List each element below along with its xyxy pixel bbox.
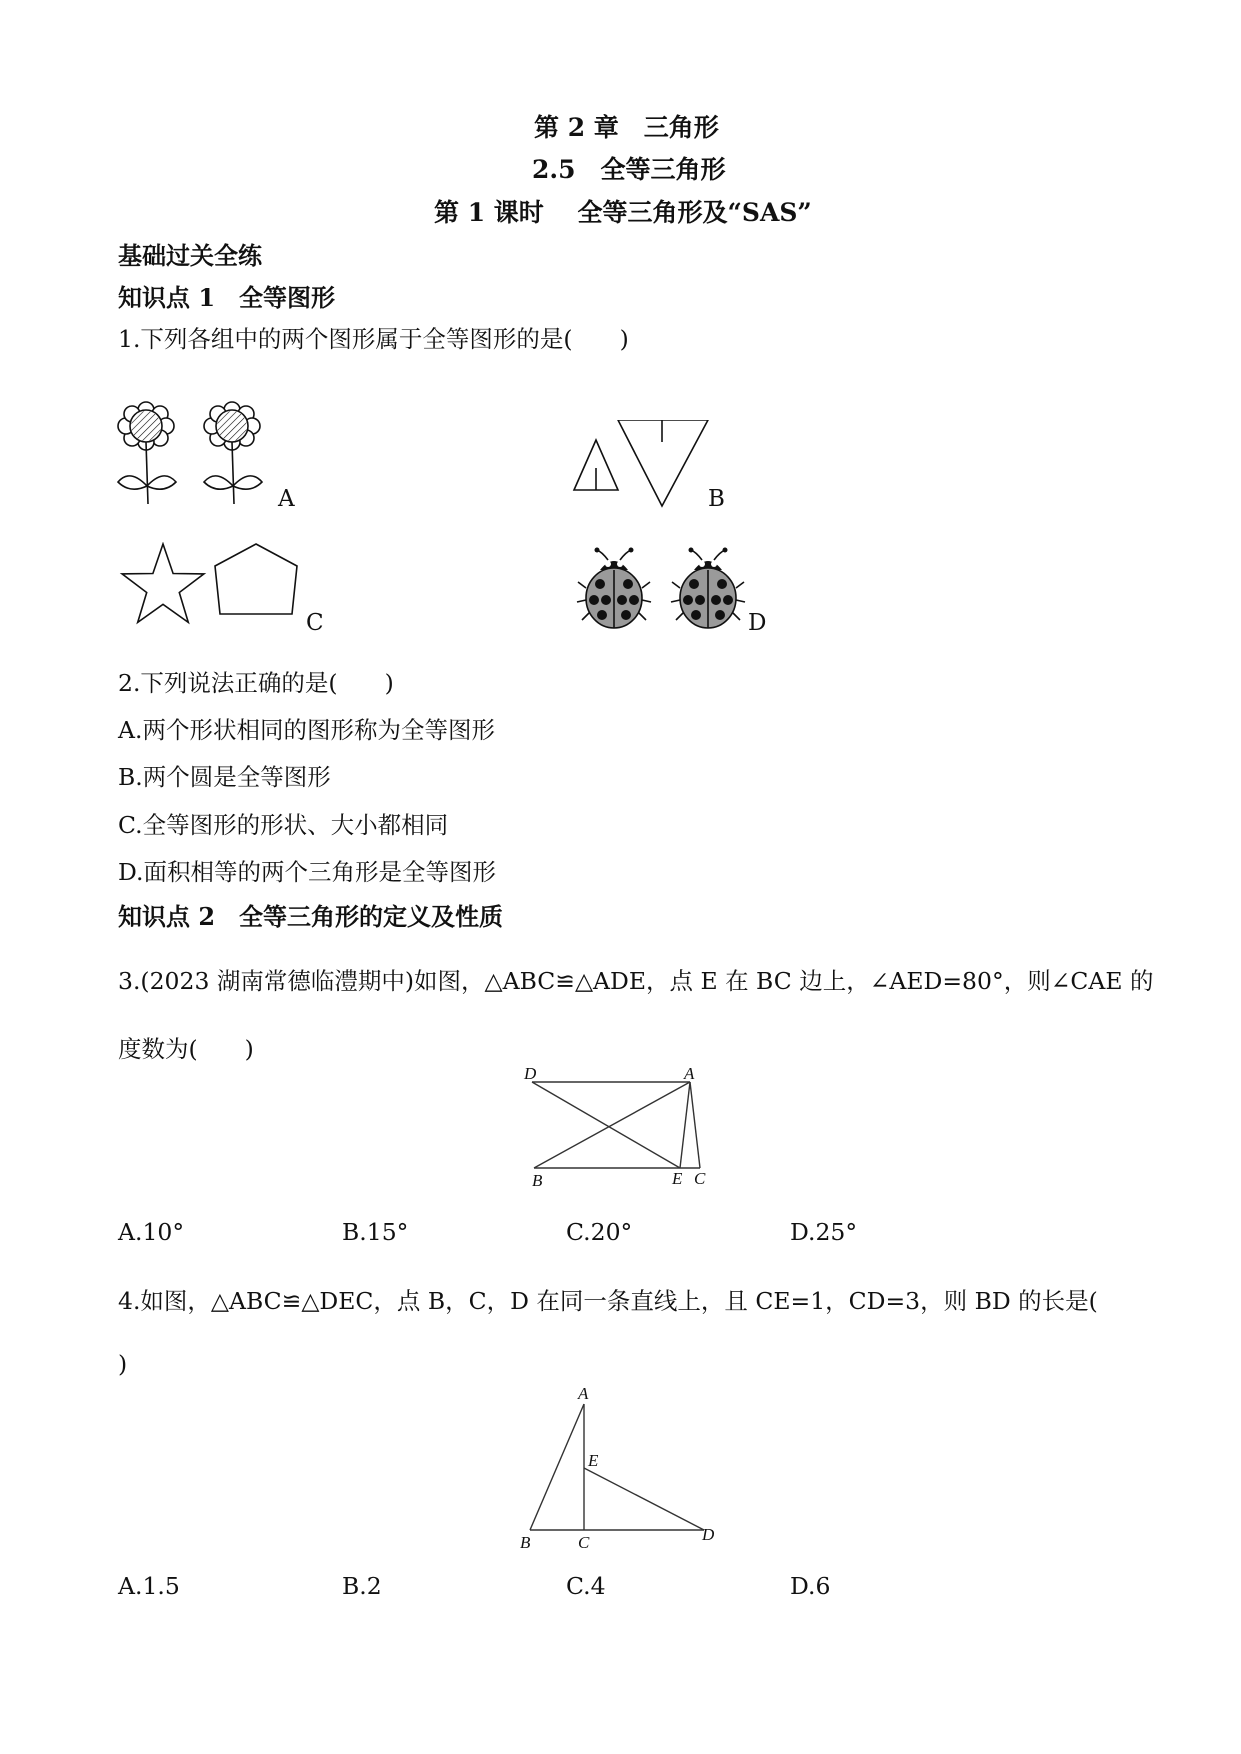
q2-option-b: B.两个圆是全等图形 — [118, 763, 331, 791]
q2-option-d: D.面积相等的两个三角形是全等图形 — [118, 858, 496, 886]
q1-figure-d — [572, 546, 752, 630]
q4-option-a: A.1.5 — [118, 1572, 180, 1600]
q3-label-a: A — [684, 1064, 695, 1083]
q4-stem-line1: 4.如图，△ABC≌△DEC，点 B，C，D 在同一条直线上，且 CE=1，CD=3，则 BD 的长是( — [118, 1287, 1098, 1315]
q3-figure — [520, 1062, 730, 1190]
q3-option-b: B.15° — [342, 1218, 409, 1246]
q1-label-b: B — [708, 486, 725, 512]
q2-stem: 2.下列说法正确的是( ) — [118, 669, 394, 697]
q3-option-d: D.25° — [790, 1218, 858, 1246]
q3-stem-line1: 3.(2023 湖南常德临澧期中)如图，△ABC≌△ADE，点 E 在 BC 边上，∠AED=80°，则∠CAE 的 — [118, 967, 1154, 995]
q3-label-b: B — [532, 1171, 543, 1190]
q1-label-c: C — [306, 610, 324, 636]
lesson-title: 第 1 课时 全等三角形及“SAS” — [434, 198, 812, 227]
q1-stem: 1.下列各组中的两个图形属于全等图形的是( ) — [118, 325, 629, 353]
q4-label-c: C — [578, 1533, 590, 1552]
q3-option-c: C.20° — [566, 1218, 633, 1246]
q4-option-c: C.4 — [566, 1572, 606, 1600]
practice-title: 基础过关全练 — [118, 241, 262, 270]
q2-option-a: A.两个形状相同的图形称为全等图形 — [118, 716, 495, 744]
knowledge-point-2: 知识点 2 全等三角形的定义及性质 — [118, 902, 504, 931]
q3-option-a: A.10° — [118, 1218, 185, 1246]
q1-figure-c — [116, 542, 306, 634]
q4-figure — [512, 1384, 722, 1552]
q4-label-b: B — [520, 1533, 531, 1552]
q1-figure-a — [116, 396, 286, 506]
q3-stem-line2: 度数为( ) — [118, 1035, 254, 1063]
q4-label-e: E — [588, 1451, 599, 1470]
q4-stem-line2: ) — [118, 1350, 128, 1378]
q4-label-d: D — [702, 1525, 715, 1544]
q3-label-c: C — [694, 1169, 706, 1188]
q3-label-d: D — [524, 1064, 537, 1083]
q4-option-b: B.2 — [342, 1572, 382, 1600]
q2-option-c: C.全等图形的形状、大小都相同 — [118, 811, 449, 839]
section-title: 2.5 全等三角形 — [532, 155, 726, 184]
q1-label-a: A — [278, 486, 295, 512]
q3-label-e: E — [672, 1169, 683, 1188]
q1-figure-b — [566, 420, 716, 510]
knowledge-point-1: 知识点 1 全等图形 — [118, 283, 336, 312]
chapter-title: 第 2 章 三角形 — [534, 113, 719, 142]
q1-label-d: D — [748, 610, 767, 636]
q4-option-d: D.6 — [790, 1572, 831, 1600]
q4-label-a: A — [578, 1384, 589, 1403]
